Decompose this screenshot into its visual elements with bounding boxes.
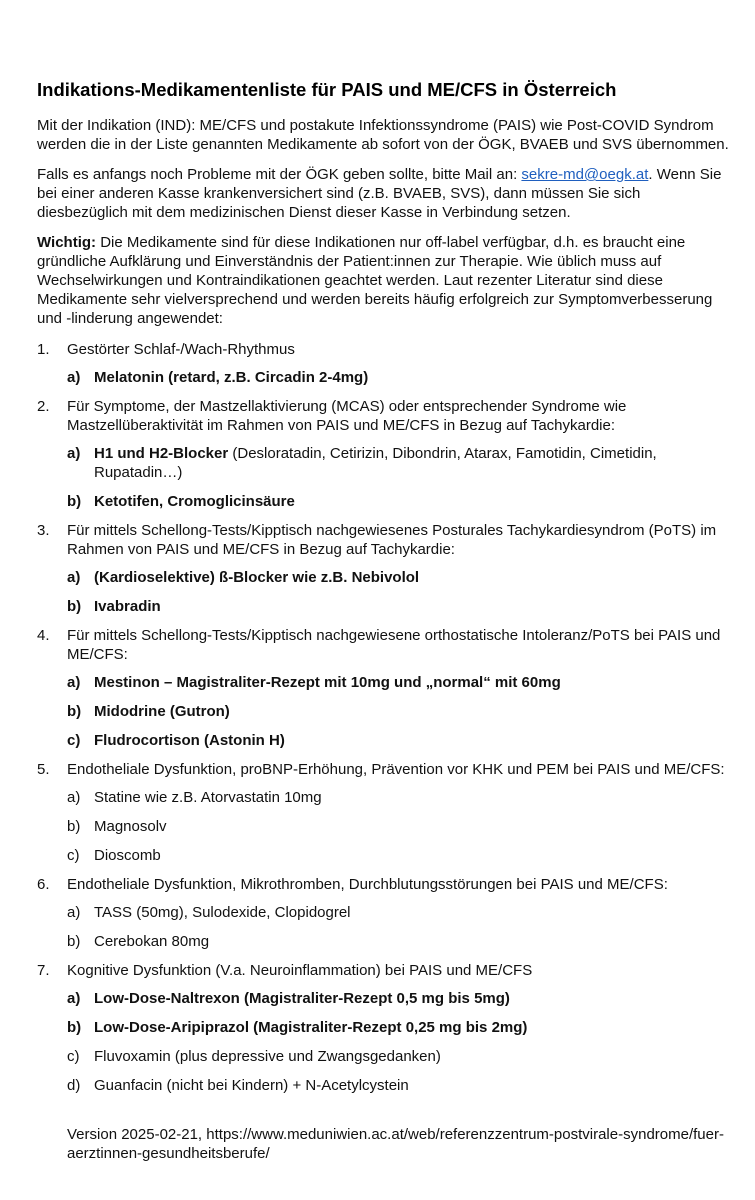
medication-detail: Cerebokan 80mg <box>94 933 210 950</box>
medication-letter: c) <box>67 732 81 749</box>
list-item-number: 3. <box>37 522 50 539</box>
medication-entry <box>37 444 733 482</box>
medication-entry <box>37 492 733 511</box>
medication-detail: Magnosolv <box>94 818 167 835</box>
list-item-text: Endotheliale Dysfunktion, Mikrothromben, Durchblutungsstörungen bei PAIS und ME/CFS: <box>67 876 668 893</box>
medication-entry <box>37 1047 733 1066</box>
list-item-number: 5. <box>37 761 50 778</box>
medication-letter: b) <box>67 933 81 950</box>
medication-letter: a) <box>67 904 81 921</box>
medication-text <box>94 1047 733 1066</box>
medication-detail: Fluvoxamin (plus depressive und Zwangsgedanken) <box>94 1048 441 1065</box>
list-item <box>37 760 733 779</box>
medication-text <box>94 788 733 807</box>
contact-text-after: . Wenn Sie bei einer anderen Kasse krankenversichert sind (z.B. BVAEB, SVS), dann müssen Sie sich diesbezüglich mit dem medizinischen Dienst dieser Kasse in Verbindung setzen. <box>37 166 722 221</box>
list-item-number: 4. <box>37 627 50 644</box>
medication-letter: a) <box>67 674 81 691</box>
medication-text <box>94 846 733 865</box>
list-item <box>37 340 733 359</box>
email-link[interactable]: sekre-md@oegk.at <box>521 166 649 183</box>
list-item-number: 1. <box>37 341 50 358</box>
medication-entry <box>37 1076 733 1095</box>
list-item-text: Gestörter Schlaf-/Wach-Rhythmus <box>67 341 295 358</box>
list-item <box>37 961 733 980</box>
contact-text-before: Falls es anfangs noch Probleme mit der ÖGK geben sollte, bitte Mail an: <box>37 166 522 183</box>
medication-text <box>94 568 733 587</box>
list-item-text: Für Symptome, der Mastzellaktivierung (MCAS) oder entsprechender Syndrome wie Mastzellüberaktivität im Rahmen von PAIS und ME/CFS in Bezug auf Tachykardie: <box>67 398 627 434</box>
list-item <box>37 626 733 664</box>
medication-text <box>94 932 733 951</box>
medication-letter: a) <box>67 990 81 1007</box>
medication-name-bold: Fludrocortison (Astonin H) <box>94 732 285 749</box>
list-item-text: Für mittels Schellong-Tests/Kipptisch nachgewiesene orthostatische Intoleranz/PoTS bei PAIS und ME/CFS: <box>67 627 721 663</box>
warning-label: Wichtig: <box>37 234 97 251</box>
medication-text <box>94 1076 733 1095</box>
medication-text <box>94 368 733 387</box>
medication-letter: b) <box>67 703 82 720</box>
page-title: Indikations-Medikamentenliste für PAIS und ME/CFS in Österreich <box>37 79 617 100</box>
list-item <box>37 397 733 435</box>
version-footer: Version 2025-02-21, https://www.meduniwien.ac.at/web/referenzzentrum-postvirale-syndrome/fuer-aerztinnen-gesundheitsberufe/ <box>67 1126 724 1162</box>
medication-text <box>94 702 733 721</box>
warning-text: Die Medikamente sind für diese Indikationen nur off-label verfügbar, d.h. es braucht eine gründliche Aufklärung und Einverständnis der Patient:innen zur Therapie. Wie üblich muss auf Wechselwirkungen und Kontraindikationen geachtet werden. Laut rezenter Literatur sind diese Medikamente sehr vielversprechend und werden bereits häufig erfolgreich zur Symptomverbesserung und -linderung angewendet: <box>37 234 713 327</box>
medication-entry <box>37 788 733 807</box>
list-item-text: Endotheliale Dysfunktion, proBNP-Erhöhung, Prävention vor KHK und PEM bei PAIS und ME/CFS: <box>67 761 725 778</box>
medication-letter: a) <box>67 569 81 586</box>
medication-name-bold: Ivabradin <box>94 598 161 615</box>
medication-name-bold: Low-Dose-Aripiprazol (Magistraliter-Rezept 0,25 mg bis 2mg) <box>94 1019 528 1036</box>
contact-paragraph <box>37 165 733 222</box>
medication-text <box>94 731 733 750</box>
medication-name-bold: H1 und H2-Blocker <box>94 445 229 462</box>
medication-letter: c) <box>67 847 80 864</box>
warning-paragraph <box>37 233 733 328</box>
medication-text <box>94 1018 733 1037</box>
list-item-number: 6. <box>37 876 50 893</box>
list-item <box>37 875 733 894</box>
medication-name-bold: Melatonin (retard, z.B. Circadin 2-4mg) <box>94 369 369 386</box>
medication-entry <box>37 702 733 721</box>
medication-text <box>94 597 733 616</box>
medication-entry <box>37 903 733 922</box>
list-item-number: 7. <box>37 962 50 979</box>
medication-entry <box>37 731 733 750</box>
medication-text <box>94 903 733 922</box>
list-item-text: Kognitive Dysfunktion (V.a. Neuroinflammation) bei PAIS und ME/CFS <box>67 962 533 979</box>
medication-letter: b) <box>67 598 82 615</box>
intro-paragraph: Mit der Indikation (IND): ME/CFS und postakute Infektionssyndrome (PAIS) wie Post-COVID Syndrom werden die in der Liste genannten Medikamente ab sofort von der ÖGK, BVAEB und SVS übernommen. <box>37 117 729 153</box>
medication-entry <box>37 368 733 387</box>
medication-letter: d) <box>67 1077 81 1094</box>
medication-detail: Guanfacin (nicht bei Kindern) + N-Acetylcystein <box>94 1077 409 1094</box>
medication-letter: a) <box>67 445 81 462</box>
medication-entry <box>37 673 733 692</box>
medication-text <box>94 989 733 1008</box>
medication-letter: a) <box>67 369 81 386</box>
medication-entry <box>37 1018 733 1037</box>
list-item-text: Für mittels Schellong-Tests/Kipptisch nachgewiesenes Posturales Tachykardiesyndrom (PoTS) im Rahmen von PAIS und ME/CFS in Bezug auf Tachykardie: <box>67 522 717 558</box>
medication-detail: (Desloratadin, Cetirizin, Dibondrin, Atarax, Famotidin, Cimetidin, Rupatadin…) <box>94 445 657 481</box>
medication-name-bold: Midodrine (Gutron) <box>94 703 230 720</box>
medication-entry <box>37 989 733 1008</box>
medication-entry <box>37 817 733 836</box>
medication-name-bold: (Kardioselektive) ß-Blocker wie z.B. Nebivolol <box>94 569 420 586</box>
medication-letter: b) <box>67 818 81 835</box>
medication-letter: b) <box>67 493 82 510</box>
list-item-number: 2. <box>37 398 50 415</box>
medication-text <box>94 817 733 836</box>
medication-name-bold: Low-Dose-Naltrexon (Magistraliter-Rezept 0,5 mg bis 5mg) <box>94 990 510 1007</box>
medication-letter: c) <box>67 1048 80 1065</box>
medication-entry <box>37 932 733 951</box>
medication-list <box>37 340 733 1095</box>
medication-entry <box>37 568 733 587</box>
medication-name-bold: Ketotifen, Cromoglicinsäure <box>94 493 295 510</box>
medication-text <box>94 492 733 511</box>
medication-letter: a) <box>67 789 81 806</box>
medication-detail: Dioscomb <box>94 847 161 864</box>
medication-entry <box>37 846 733 865</box>
medication-letter: b) <box>67 1019 82 1036</box>
medication-detail: Statine wie z.B. Atorvastatin 10mg <box>94 789 322 806</box>
list-item <box>37 521 733 559</box>
medication-detail: TASS (50mg), Sulodexide, Clopidogrel <box>94 904 351 921</box>
medication-text <box>94 673 733 692</box>
medication-text <box>94 444 733 482</box>
medication-name-bold: Mestinon – Magistraliter-Rezept mit 10mg und „normal“ mit 60mg <box>94 674 561 691</box>
medication-entry <box>37 597 733 616</box>
